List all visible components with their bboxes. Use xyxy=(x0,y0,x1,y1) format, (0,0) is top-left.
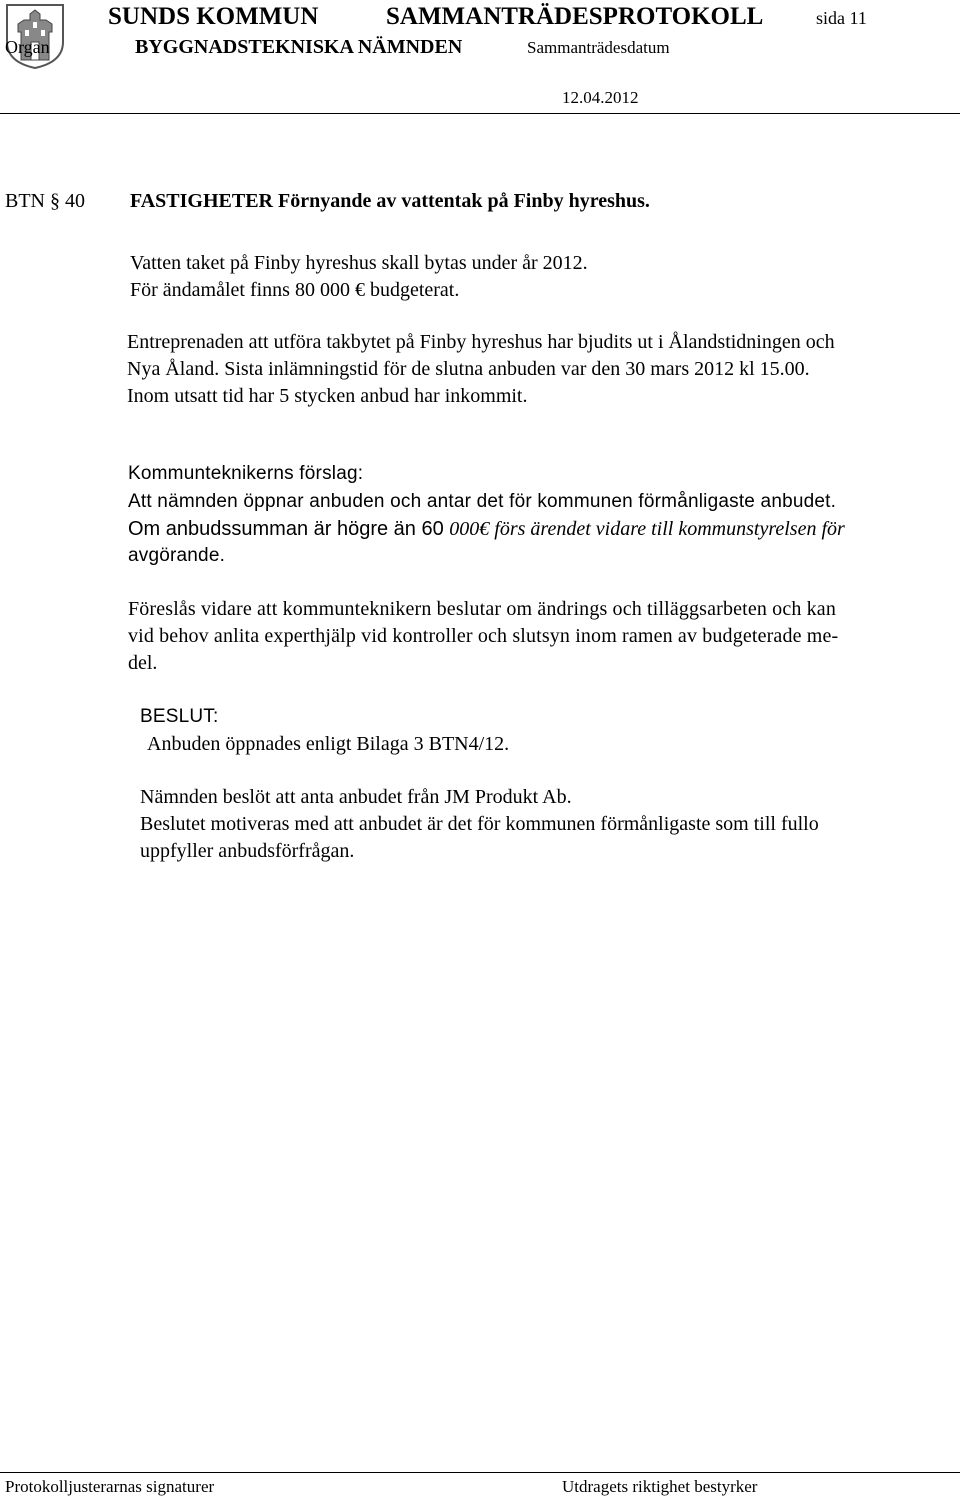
decision-line: Nämnden beslöt att anta anbudet från JM Produkt Ab. xyxy=(140,786,572,808)
meeting-date: 12.04.2012 xyxy=(562,88,639,107)
body-line: Föreslås vidare att kommunteknikern beslutar om ändrings och tilläggsarbeten och kan xyxy=(128,598,836,620)
proposal-heading: Kommunteknikerns förslag: xyxy=(128,463,364,484)
body-line: För ändamålet finns 80 000 € budgeterat. xyxy=(130,279,460,301)
footer-signatures-label: Protokolljusterarnas signaturer xyxy=(5,1477,215,1496)
decision-line: Anbuden öppnades enligt Bilaga 3 BTN4/12. xyxy=(147,733,510,755)
header-divider xyxy=(0,113,960,114)
proposal-line: avgörande. xyxy=(128,545,226,566)
meeting-date-label: Sammanträdesdatum xyxy=(527,38,670,57)
footer-certification-label: Utdragets riktighet bestyrker xyxy=(562,1477,758,1496)
document-type: SAMMANTRÄDESPROTOKOLL xyxy=(386,3,764,30)
decision-line: uppfyller anbudsförfrågan. xyxy=(140,840,355,862)
decision-line: Beslutet motiveras med att anbudet är det för kommunen förmånligaste som till fullo xyxy=(140,813,819,835)
municipal-coat-of-arms-icon xyxy=(4,2,66,70)
body-line: Nya Åland. Sista inlämningstid för de slutna anbuden var den 30 mars 2012 kl 15.00. xyxy=(127,358,810,380)
body-line: Entreprenaden att utföra takbytet på Finby hyreshus har bjudits ut i Ålandstidningen och xyxy=(127,331,835,353)
decision-heading: BESLUT: xyxy=(140,706,219,727)
proposal-text-italic: 000€ förs ärendet vidare till kommunstyrelsen för xyxy=(449,518,845,540)
body-line: vid behov anlita experthjälp vid kontroller och slutsyn inom ramen av budgeterade me- xyxy=(128,625,839,647)
page-number: sida 11 xyxy=(816,8,867,28)
body-line: del. xyxy=(128,652,158,674)
body-line: Inom utsatt tid har 5 stycken anbud har inkommit. xyxy=(127,385,528,407)
item-title: FASTIGHETER Förnyande av vattentak på Finby hyreshus. xyxy=(130,190,650,212)
proposal-text: Om anbudssumman är högre än 60 xyxy=(128,518,450,540)
body-line: Vatten taket på Finby hyreshus skall bytas under år 2012. xyxy=(130,252,588,274)
proposal-line xyxy=(128,518,845,541)
footer-divider xyxy=(0,1472,960,1473)
municipality-name: SUNDS KOMMUN xyxy=(108,3,319,30)
organ-label: Organ xyxy=(5,37,50,57)
proposal-line: Att nämnden öppnar anbuden och antar det för kommunen förmånligaste anbudet. xyxy=(128,491,837,512)
organ-name: BYGGNADSTEKNISKA NÄMNDEN xyxy=(135,36,463,58)
item-number: BTN § 40 xyxy=(5,190,85,212)
